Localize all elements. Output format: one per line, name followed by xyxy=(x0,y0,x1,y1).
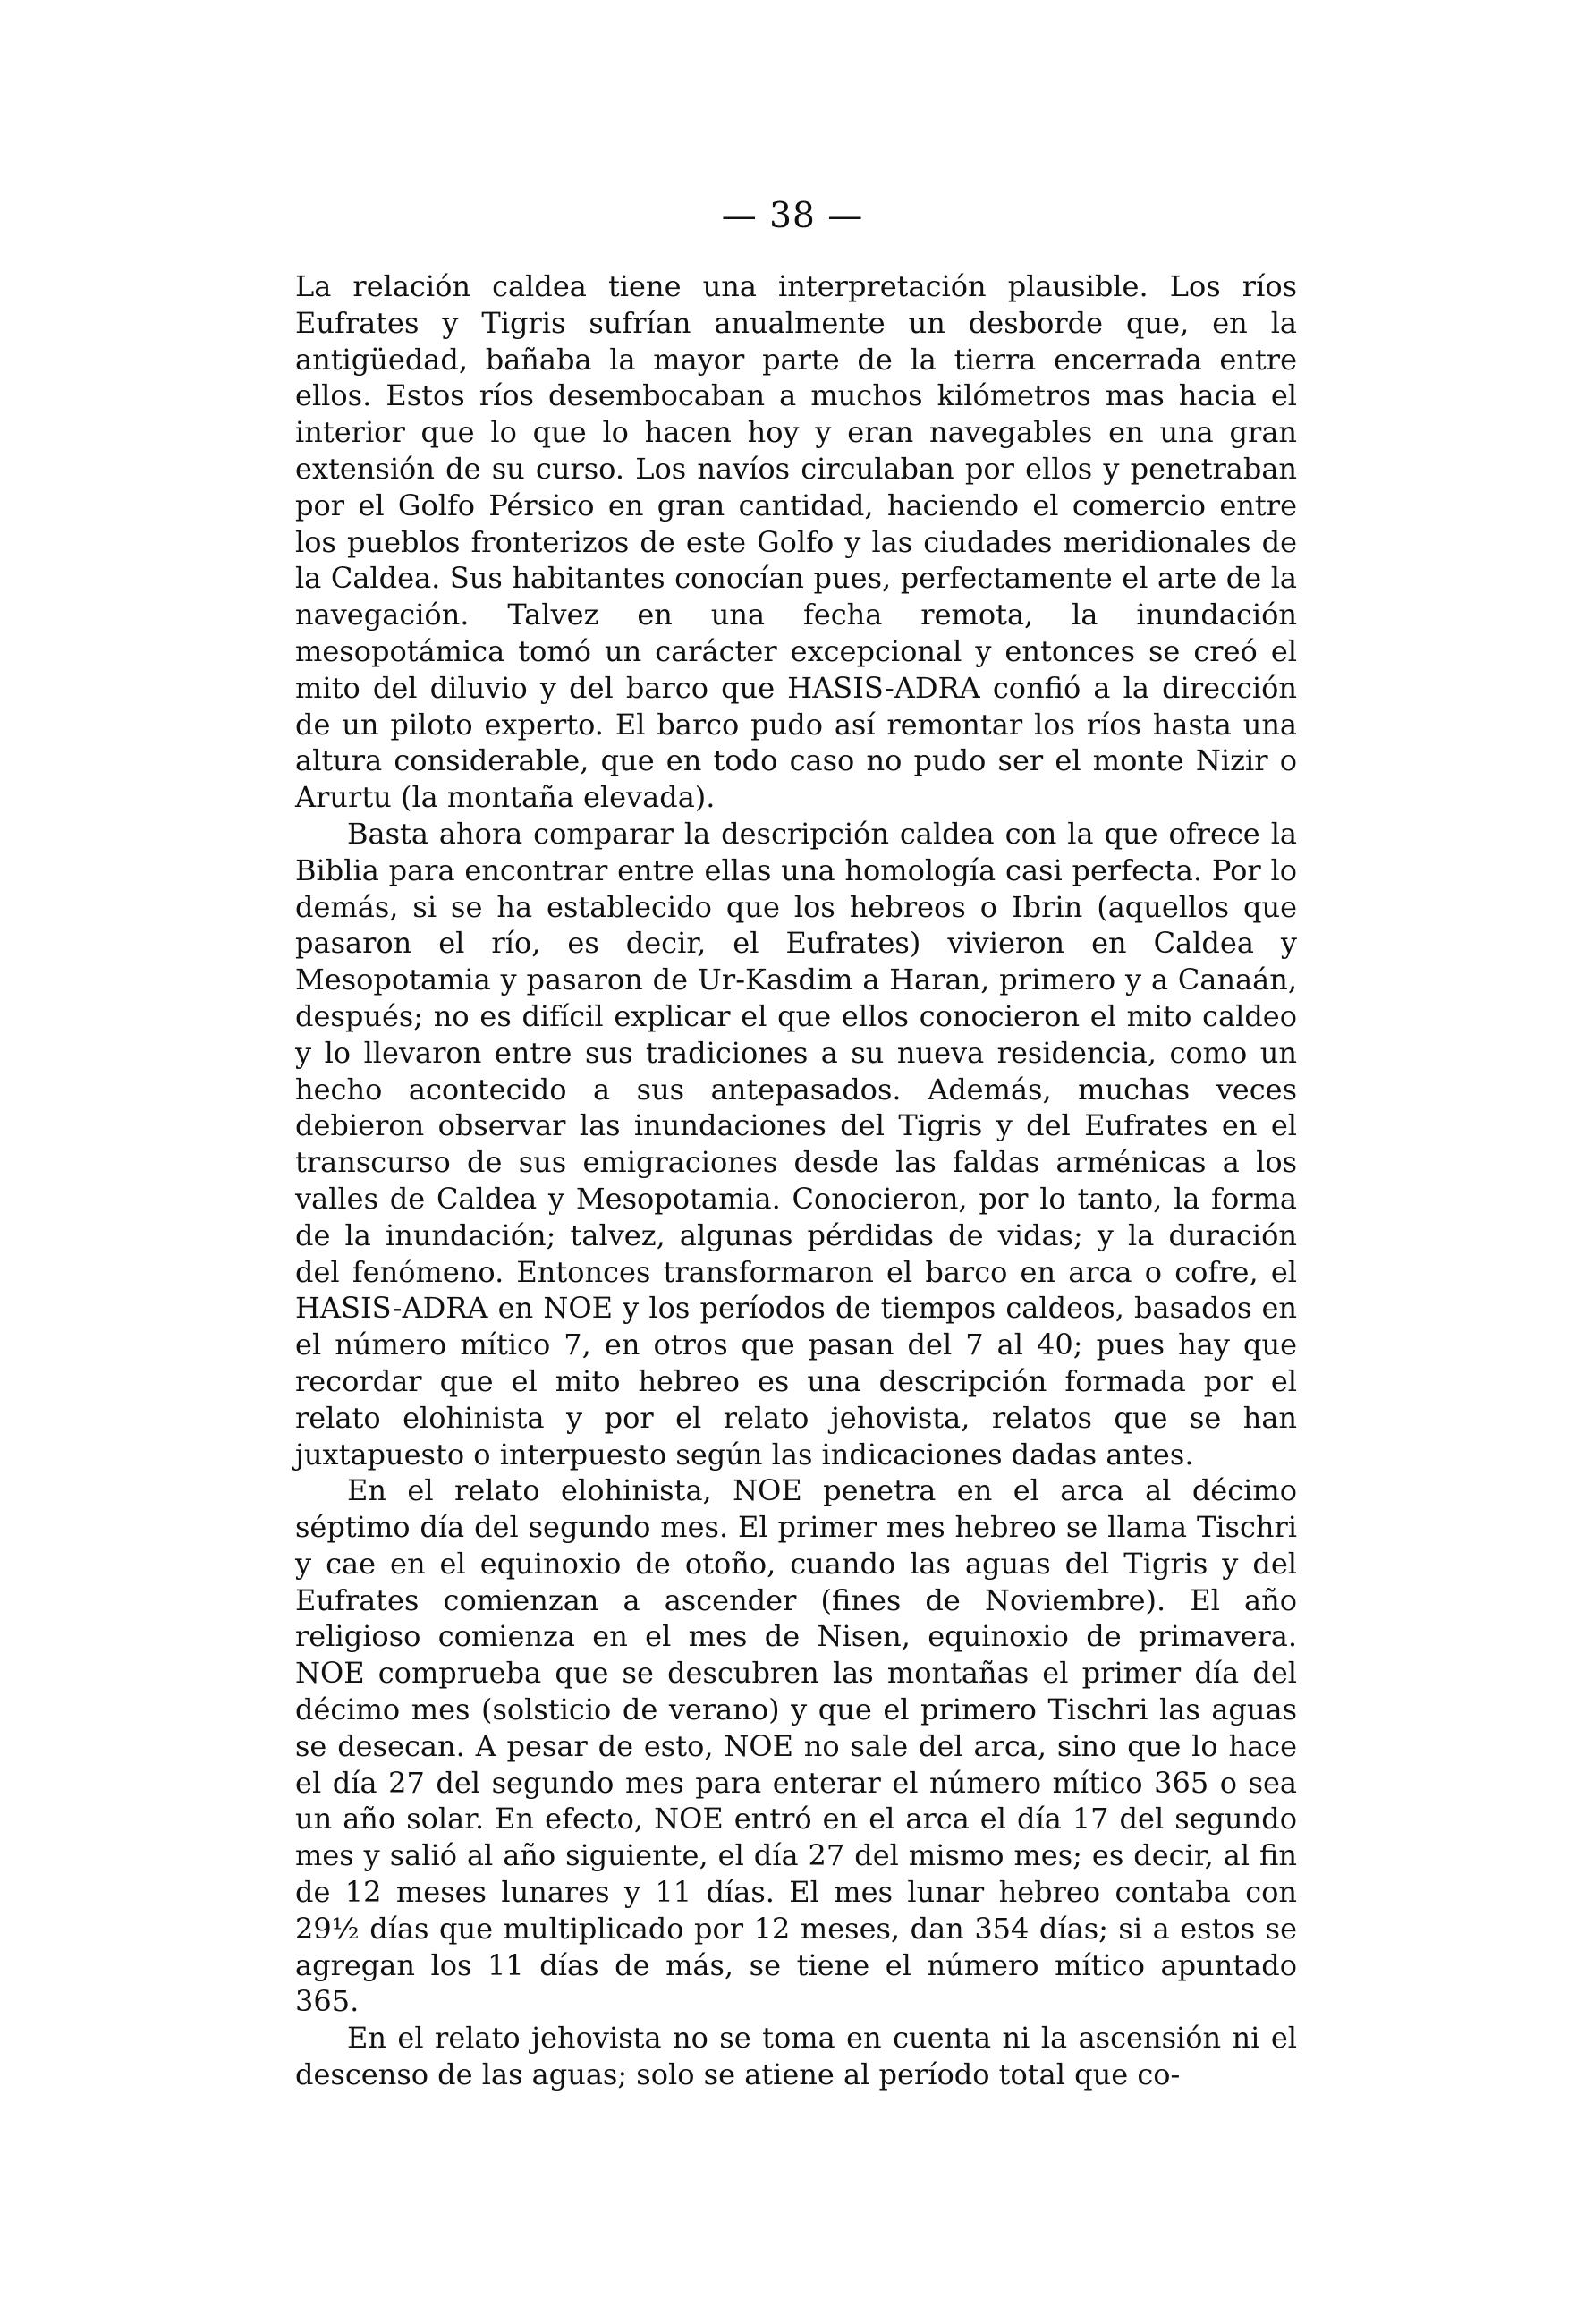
paragraph-4: En el relato jehovista no se toma en cuenta ni la ascensión ni el descenso de las aguas; solo se atiene al período total que co- xyxy=(295,2021,1297,2092)
paragraph-1: La relación caldea tiene una interpretación plausible. Los ríos Eufrates y Tigris sufrían anualmente un desborde que, en la antigüedad, bañaba la mayor parte de la tierra encerrada entre ellos. Estos ríos desembocaban a muchos kilómetros mas hacia el interior que lo que lo hacen hoy y eran navegables en una gran extensión de su curso. Los navíos circulaban por ellos y penetraban por el Golfo Pérsico en gran cantidad, haciendo el comercio entre los pueblos fronterizos de este Golfo y las ciudades meridionales de la Caldea. Sus habitantes conocían pues, perfectamente el arte de la navegación. Talvez en una fecha remota, la inundación mesopotámica tomó un carácter excepcional y entonces se creó el mito del diluvio y del barco que HASIS-ADRA confió a la dirección de un piloto experto. El barco pudo así remontar los ríos hasta una altura considerable, que en todo caso no pudo ser el monte Nizir o Arurtu (la montaña elevada). xyxy=(295,269,1297,815)
page-number: — 38 — xyxy=(721,196,864,236)
body-text xyxy=(295,268,1297,2093)
paragraph-2: Basta ahora comparar la descripción caldea con la que ofrece la Biblia para encontrar entre ellas una homología casi perfecta. Por lo demás, si se ha establecido que los hebreos o Ibrin (aquellos que pasaron el río, es decir, el Eufrates) vivieron en Caldea y Mesopotamia y pasaron de Ur-Kasdim a Haran, primero y a Canaán, después; no es difícil explicar el que ellos conocieron el mito caldeo y lo llevaron entre sus tradiciones a su nueva residencia, como un hecho acontecido a sus antepasados. Además, muchas veces debieron observar las inundaciones del Tigris y del Eufrates en el transcurso de sus emigraciones desde las faldas arménicas a los valles de Caldea y Mesopotamia. Conocieron, por lo tanto, la forma de la inundación; talvez, algunas pérdidas de vidas; y la duración del fenómeno. Entonces transformaron el barco en arca o cofre, el HASIS-ADRA en NOE y los períodos de tiempos caldeos, basados en el número mítico 7, en otros que pasan del 7 al 40; pues hay que recordar que el mito hebreo es una descripción formada por el relato elohinista y por el relato jehovista, relatos que se han juxtapuesto o interpuesto según las indicaciones dadas antes. xyxy=(295,816,1297,1472)
paragraph-3: En el relato elohinista, NOE penetra en el arca al décimo séptimo día del segundo mes. El primer mes hebreo se llama Tischri y cae en el equinoxio de otoño, cuando las aguas del Tigris y del Eufrates comienzan a ascender (fines de Noviembre). El año religioso comienza en el mes de Nisen, equinoxio de primavera. NOE comprueba que se descubren las montañas el primer día del décimo mes (solsticio de verano) y que el primero Tischri las aguas se desecan. A pesar de esto, NOE no sale del arca, sino que lo hace el día 27 del segundo mes para enterar el número mítico 365 o sea un año solar. En efecto, NOE entró en el arca el día 17 del segundo mes y salió al año siguiente, el día 27 del mismo mes; es decir, al fin de 12 meses lunares y 11 días. El mes lunar hebreo contaba con 29½ días que multiplicado por 12 meses, dan 354 días; si a estos se agregan los 11 días de más, se tiene el número mítico apuntado 365. xyxy=(295,1473,1297,2019)
